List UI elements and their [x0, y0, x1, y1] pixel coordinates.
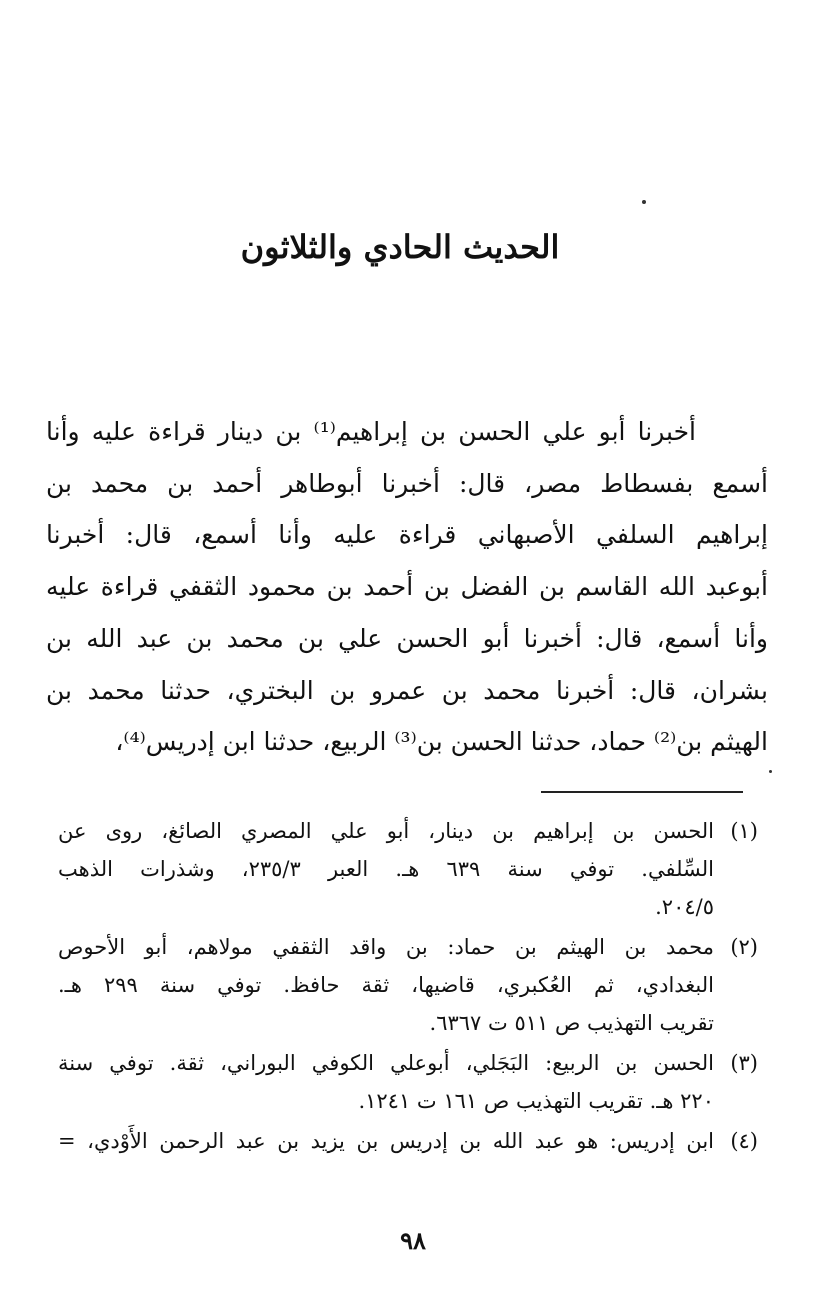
footnotes	[58, 812, 758, 1162]
footnote-line: الحسن بن الربيع: البَجَلي، أبوعلي الكوفي البوراني، ثقة. توفي سنة	[58, 1051, 714, 1075]
body-line: أبوعبد الله القاسم بن الفضل بن أحمد بن محمود الثقفي قراءة عليه	[46, 572, 768, 602]
footnote-text	[58, 812, 714, 926]
footnote-1	[58, 812, 758, 926]
footnote-text	[58, 928, 714, 1042]
footnote-3	[58, 1044, 758, 1120]
page-number: ٩٨	[400, 1226, 426, 1255]
footnote-number: (١)	[730, 819, 758, 843]
body-line: الهيثم بن⁽²⁾ حماد، حدثنا الحسن بن⁽³⁾ الربيع، حدثنا ابن إدريس⁽⁴⁾،	[115, 727, 768, 757]
ink-speck	[769, 770, 772, 773]
hadith-body	[46, 406, 768, 768]
hadith-title: الحديث الحادي والثلاثون	[240, 228, 560, 266]
footnote-line: الحسن بن إبراهيم بن دينار، أبو علي المصري الصائغ، روى عن	[58, 819, 714, 843]
footnote-line: تقريب التهذيب ص ٥١١ ت ٦٣٦٧.	[429, 1011, 714, 1035]
footnote-2	[58, 928, 758, 1042]
footnote-4	[58, 1122, 758, 1160]
body-line: بشران، قال: أخبرنا محمد بن عمرو بن البختري، حدثنا محمد بن	[46, 675, 768, 705]
footnote-line: ٢٢٠ هـ. تقريب التهذيب ص ١٦١ ت ١٢٤١.	[358, 1089, 714, 1113]
body-line: أسمع بفسطاط مصر، قال: أخبرنا أبوطاهر أحمد بن محمد بن	[46, 468, 768, 498]
body-line: أخبرنا أبو علي الحسن بن إبراهيم⁽¹⁾ بن دينار قراءة عليه وأنا	[46, 417, 696, 446]
footnote-line: محمد بن الهيثم بن حماد: بن واقد الثقفي مولاهم، أبو الأحوص	[58, 935, 714, 959]
footnote-number: (٢)	[730, 935, 758, 959]
body-line: إبراهيم السلفي الأصبهاني قراءة عليه وأنا أسمع، قال: أخبرنا	[46, 520, 768, 550]
footnote-line: السِّلفي. توفي سنة ٦٣٩ هـ. العبر ٢٣٥/٣، وشذرات الذهب	[58, 857, 714, 881]
footnote-line: ابن إدريس: هو عبد الله بن إدريس بن يزيد بن عبد الرحمن الأَوْدي، =	[58, 1129, 714, 1153]
footnote-text	[58, 1044, 714, 1120]
body-line: وأنا أسمع، قال: أخبرنا أبو الحسن علي بن محمد بن عبد الله بن	[46, 623, 768, 653]
footnote-number: (٣)	[730, 1051, 758, 1075]
ink-speck	[642, 200, 646, 204]
footnote-separator	[541, 791, 743, 793]
footnote-line: البغدادي، ثم العُكبري، قاضيها، ثقة حافظ. توفي سنة ٢٩٩ هـ.	[58, 973, 714, 997]
footnote-text	[58, 1122, 714, 1160]
footnote-line: ٢٠٤/٥.	[655, 895, 714, 919]
footnote-number: (٤)	[730, 1129, 758, 1153]
